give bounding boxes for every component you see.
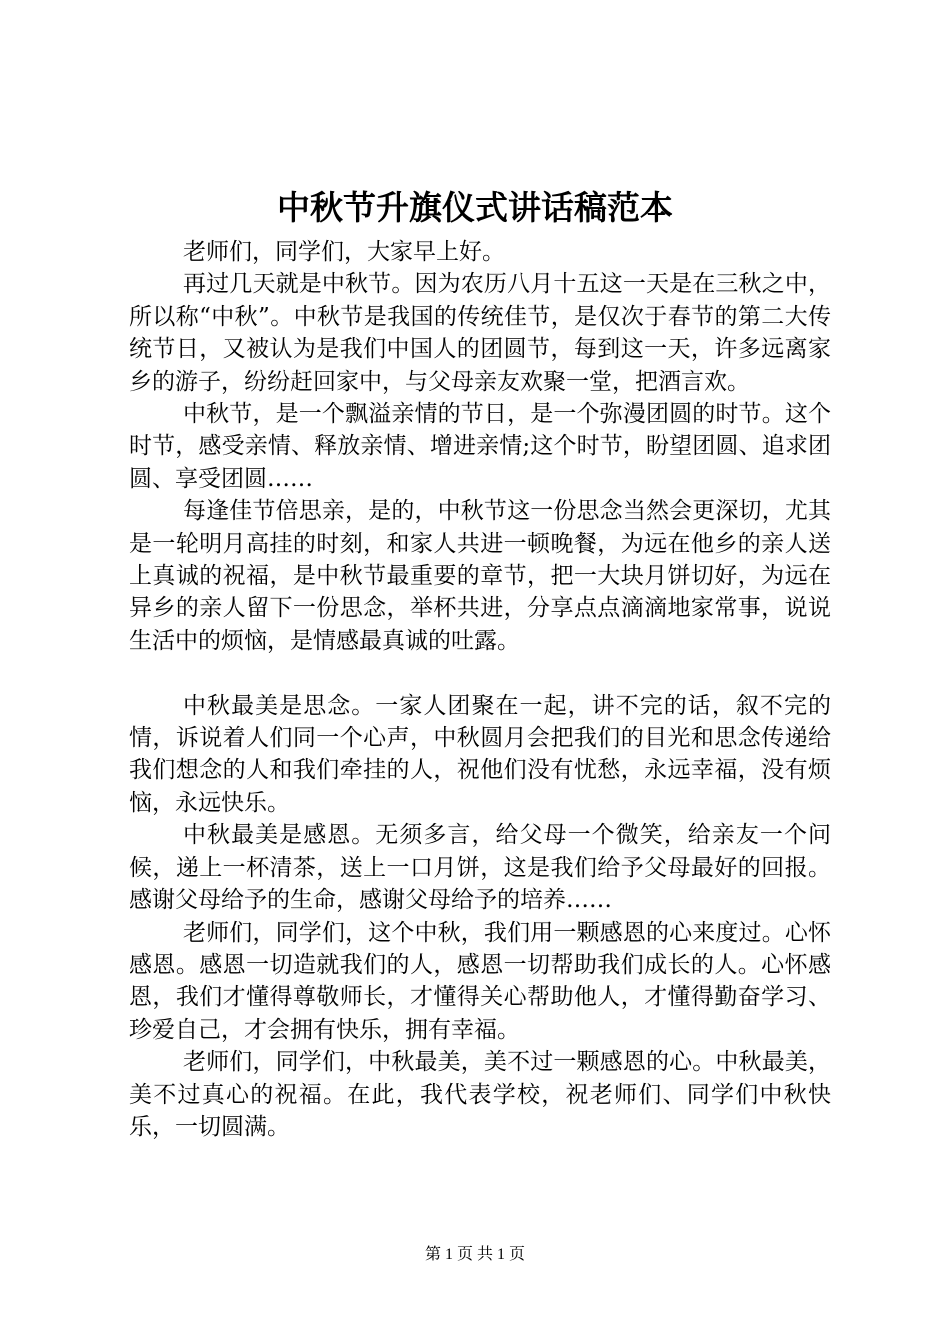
paragraph-missing-family: 每逢佳节倍思亲，是的，中秋节这一份思念当然会更深切，尤其是一轮明月高挂的时刻，和家人共进一顿晚餐，为远在他乡的亲人送上真诚的祝福，是中秋节最重要的章节，把一大块月饼切好，为远在异乡的亲人留下一份思念，举杯共进，分享点点滴滴地家常事，说说生活中的烦恼，是情感最真诚的吐露。 <box>129 498 831 654</box>
paragraph-closing-wishes: 老师们，同学们，中秋最美，美不过一颗感恩的心。中秋最美，美不过真心的祝福。在此，我代表学校，祝老师们、同学们中秋快乐，一切圆满。 <box>129 1049 831 1140</box>
paragraph-thankful-heart: 老师们，同学们，这个中秋，我们用一颗感恩的心来度过。心怀感恩。感恩一切造就我们的人，感恩一切帮助我们成长的人。心怀感恩，我们才懂得尊敬师长，才懂得关心帮助他人，才懂得勤奋学习、珍爱自己，才会拥有快乐，拥有幸福。 <box>129 919 831 1043</box>
page-number-footer: 第 1 页 共 1 页 <box>424 1246 525 1263</box>
document-body <box>129 236 831 1143</box>
paragraph-mid-autumn-intro: 再过几天就是中秋节。因为农历八月十五这一天是在三秋之中，所以称“中秋”。中秋节是我国的传统佳节，是仅次于春节的第二大传统节日，又被认为是我们中国人的团圆节，每到这一天，许多远离家乡的游子，纷纷赶回家中，与父母亲友欢聚一堂，把酒言欢。 <box>129 271 831 395</box>
paragraph-greeting: 老师们，同学们，大家早上好。 <box>183 239 505 265</box>
document-title: 中秋节升旗仪式讲话稿范本 <box>277 188 673 227</box>
paragraph-longing: 中秋最美是思念。一家人团聚在一起，讲不完的话，叙不完的情，诉说着人们同一个心声，中秋圆月会把我们的目光和思念传递给我们想念的人和我们牵挂的人，祝他们没有忧愁，永远幸福，没有烦恼，永远快乐。 <box>129 692 831 816</box>
paragraph-gratitude: 中秋最美是感恩。无须多言，给父母一个微笑，给亲友一个问候，递上一杯清茶，送上一口月饼，这是我们给予父母最好的回报。感谢父母给予的生命，感谢父母给予的培养…… <box>129 822 831 914</box>
paragraph-family-reunion: 中秋节，是一个飘溢亲情的节日，是一个弥漫团圆的时节。这个时节，感受亲情、释放亲情、增进亲情;这个时节，盼望团圆、追求团圆、享受团圆…… <box>129 401 831 492</box>
